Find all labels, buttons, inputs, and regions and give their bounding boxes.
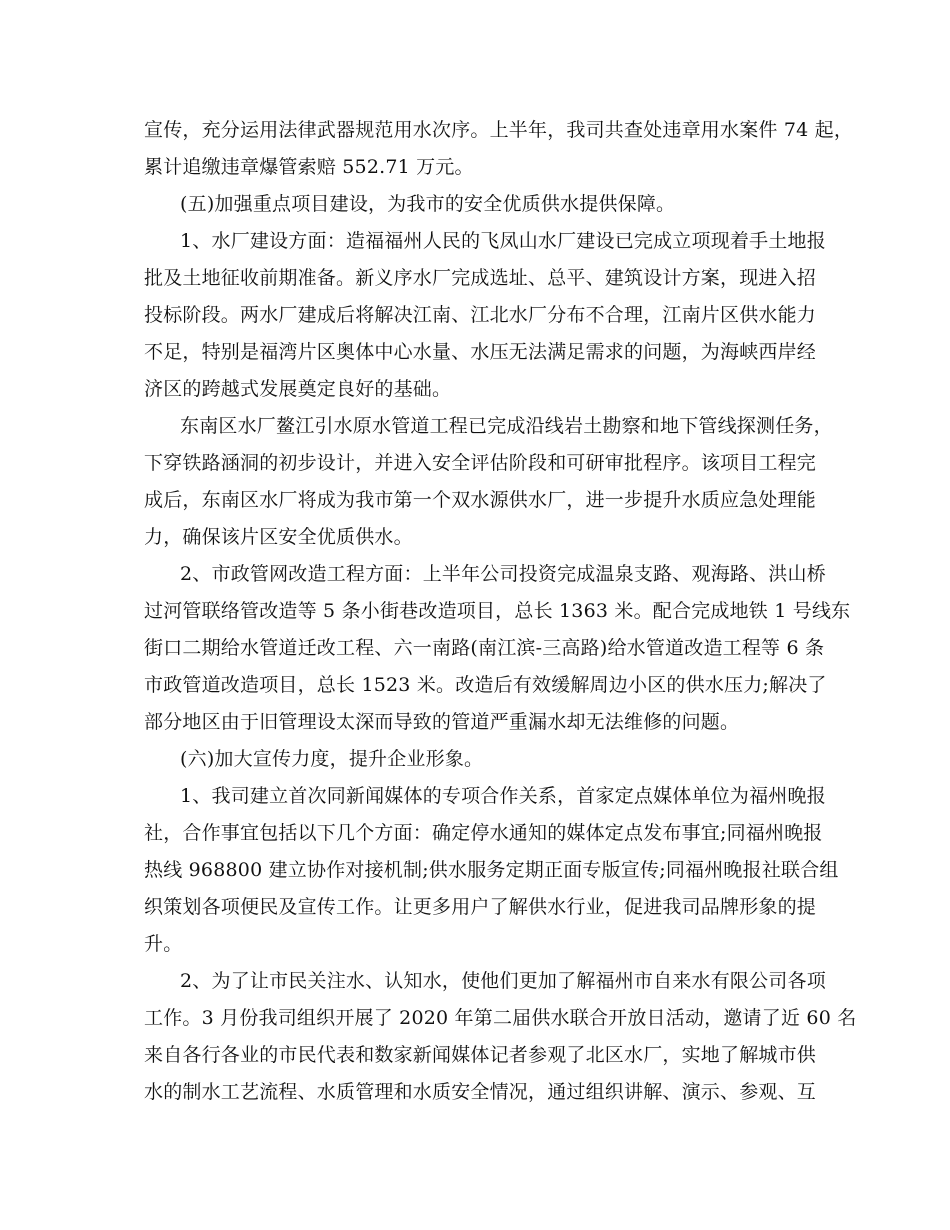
text-line: 1、我司建立首次同新闻媒体的专项合作关系，首家定点媒体单位为福州晚报 [180, 785, 826, 807]
text-line: 织策划各项便民及宣传工作。让更多用户了解供水行业，促进我司品牌形象的提 [144, 896, 817, 918]
text-line: 热线 968800 建立协作对接机制;供水服务定期正面专版宣传;同福州晚报社联合组 [144, 859, 839, 881]
text-line: 累计追缴违章爆管索赔 552.71 万元。 [144, 156, 474, 178]
text-line: 不足，特别是福湾片区奥体中心水量、水压无法满足需求的问题，为海峡西岸经 [144, 341, 817, 363]
text-line: 升。 [144, 933, 183, 955]
text-line: 1、水厂建设方面：造福福州人民的飞凤山水厂建设已完成立项现着手土地报 [180, 230, 826, 252]
text-line: 宣传，充分运用法律武器规范用水次序。上半年，我司共查处违章用水案件 74 起， [144, 119, 854, 141]
text-line: 批及土地征收前期准备。新义序水厂完成选址、总平、建筑设计方案，现进入招 [144, 267, 817, 289]
text-line: 街口二期给水管道迁改工程、六一南路(南江滨-三高路)给水管道改造工程等 6 条 [144, 637, 825, 659]
text-line: 东南区水厂鳌江引水原水管道工程已完成沿线岩土勘察和地下管线探测任务， [180, 415, 833, 437]
text-line: 2、为了让市民关注水、认知水，使他们更加了解福州市自来水有限公司各项 [180, 970, 826, 992]
text-line: 2、市政管网改造工程方面：上半年公司投资完成温泉支路、观海路、洪山桥 [180, 563, 826, 585]
text-line: 成后，东南区水厂将成为我市第一个双水源供水厂，进一步提升水质应急处理能 [144, 489, 817, 511]
text-line: 投标阶段。两水厂建成后将解决江南、江北水厂分布不合理，江南片区供水能力 [144, 304, 817, 326]
text-line: 来自各行各业的市民代表和数家新闻媒体记者参观了北区水厂，实地了解城市供 [144, 1044, 817, 1066]
text-line: 市政管道改造项目，总长 1523 米。改造后有效缓解周边小区的供水压力;解决了 [144, 674, 827, 696]
text-line: 部分地区由于旧管理设太深而导致的管道严重漏水却无法维修的问题。 [144, 711, 740, 733]
section-heading: (六)加大宣传力度，提升企业形象。 [180, 748, 484, 770]
text-line: 下穿铁路涵洞的初步设计，并进入安全评估阶段和可研审批程序。该项目工程完 [144, 452, 817, 474]
text-line: 济区的跨越式发展奠定良好的基础。 [144, 378, 452, 400]
text-line: 过河管联络管改造等 5 条小街巷改造项目，总长 1363 米。配合完成地铁 1 号线东 [144, 600, 851, 622]
text-line: 社，合作事宜包括以下几个方面：确定停水通知的媒体定点发布事宜;同福州晚报 [144, 822, 823, 844]
section-heading: (五)加强重点项目建设，为我市的安全优质供水提供保障。 [180, 193, 676, 215]
text-line: 工作。3 月份我司组织开展了 2020 年第二届供水联合开放日活动，邀请了近 60 名 [144, 1007, 857, 1029]
text-line: 水的制水工艺流程、水质管理和水质安全情况，通过组织讲解、演示、参观、互 [144, 1081, 817, 1103]
text-line: 力，确保该片区安全优质供水。 [144, 526, 413, 548]
